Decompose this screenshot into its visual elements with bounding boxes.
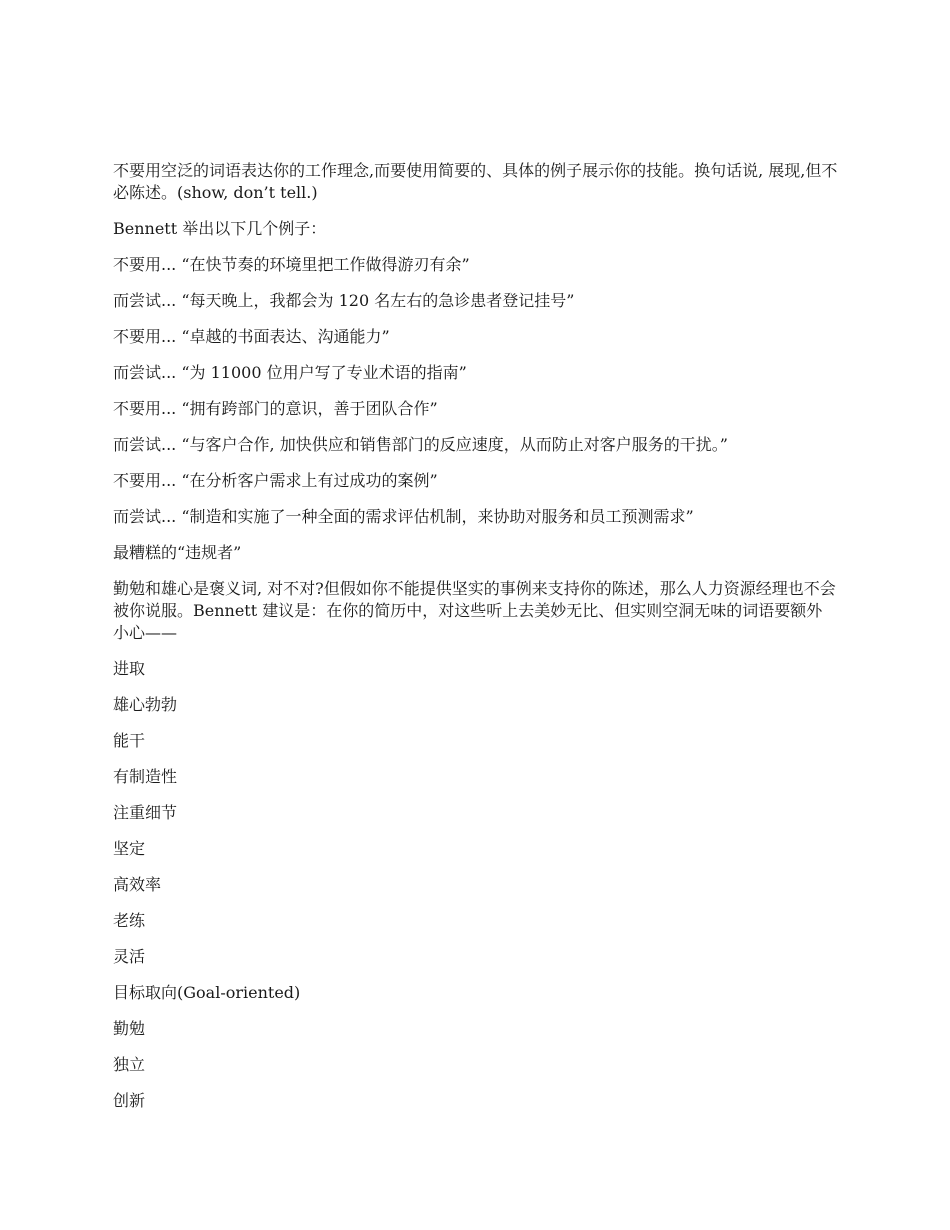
word-list-item: 高效率	[113, 875, 162, 894]
example-line: 不要用... “卓越的书面表达、沟通能力”	[113, 327, 390, 346]
word-list-item: 灵活	[113, 947, 146, 966]
word-list-item: 独立	[113, 1055, 146, 1074]
word-list-item: 有制造性	[113, 767, 178, 786]
section-title: 最糟糕的“违规者”	[113, 543, 242, 562]
example-line: 不要用... “在分析客户需求上有过成功的案例”	[113, 471, 438, 490]
document-page	[113, 160, 838, 1126]
word-list-item: 老练	[113, 911, 146, 930]
intro-paragraph: 不要用空泛的词语表达你的工作理念,而要使用简要的、具体的例子展示你的技能。换句话说, 展现,但不必陈述。(show, don’t tell.)	[113, 161, 838, 202]
example-line: 不要用... “在快节奏的环境里把工作做得游刃有余”	[113, 255, 470, 274]
word-list-item: 能干	[113, 731, 146, 750]
examples-heading: Bennett 举出以下几个例子：	[113, 219, 327, 238]
word-list-item: 坚定	[113, 839, 146, 858]
example-line: 而尝试... “为 11000 位用户写了专业术语的指南”	[113, 363, 467, 382]
word-list-item: 目标取向(Goal-oriented)	[113, 983, 301, 1002]
word-list-item: 雄心勃勃	[113, 695, 178, 714]
word-list-item: 进取	[113, 659, 146, 678]
example-line: 而尝试... “与客户合作, 加快供应和销售部门的反应速度，从而防止对客户服务的干扰。”	[113, 435, 728, 454]
example-line: 而尝试... “制造和实施了一种全面的需求评估机制，来协助对服务和员工预测需求”	[113, 507, 694, 526]
example-line: 不要用... “拥有跨部门的意识，善于团队合作”	[113, 399, 438, 418]
word-list-item: 勤勉	[113, 1019, 146, 1038]
example-line: 而尝试... “每天晚上，我都会为 120 名左右的急诊患者登记挂号”	[113, 291, 575, 310]
section-body: 勤勉和雄心是褒义词, 对不对?但假如你不能提供坚实的事例来支持你的陈述，那么人力资源经理也不会被你说服。Bennett 建议是：在你的简历中，对这些听上去美妙无比、但实则空洞无味的词语要额外小心——	[113, 579, 836, 642]
word-list-item: 注重细节	[113, 803, 178, 822]
word-list-item: 创新	[113, 1091, 146, 1110]
